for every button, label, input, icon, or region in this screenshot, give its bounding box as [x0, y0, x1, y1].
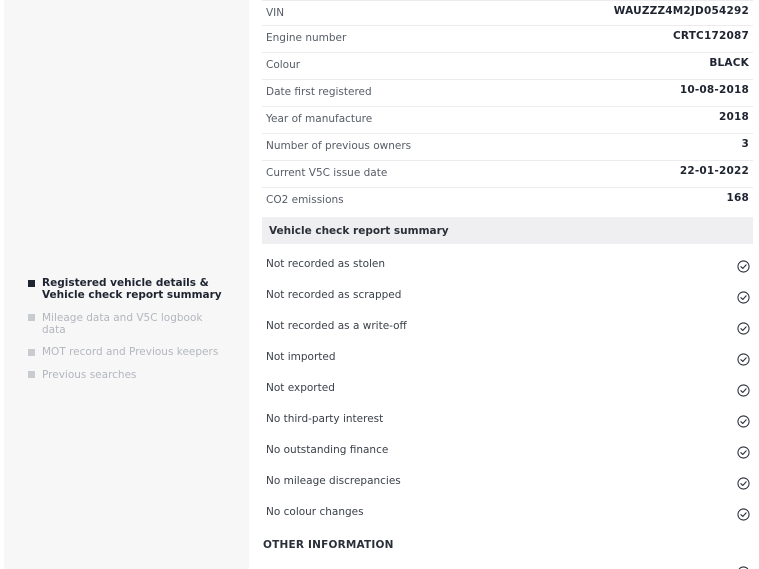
nav-item-mot-record[interactable]	[28, 346, 228, 358]
check-circle-icon	[737, 415, 750, 428]
check-label: Not exported	[266, 382, 335, 394]
check-item-exported	[262, 374, 753, 405]
nav-item-label: Mileage data and V5C logbook data	[42, 311, 203, 336]
square-bullet-icon	[28, 349, 35, 356]
detail-value: 10-08-2018	[679, 84, 749, 96]
detail-label: Colour	[266, 59, 301, 71]
square-bullet-icon	[28, 371, 35, 378]
vehicle-details-table	[262, 0, 753, 215]
detail-value: 3	[741, 138, 749, 150]
detail-value: 22-01-2022	[679, 165, 749, 177]
square-bullet-icon	[28, 314, 35, 321]
detail-label: Year of manufacture	[266, 113, 373, 125]
detail-value: 2018	[718, 111, 749, 123]
detail-row-vin	[262, 0, 753, 26]
nav-item-registered-details[interactable]	[28, 277, 228, 301]
nav-item-label: Registered vehicle details & Vehicle check report summary	[42, 277, 222, 301]
check-label: No mileage discrepancies	[266, 475, 401, 487]
other-information-header: OTHER INFORMATION	[263, 539, 394, 551]
detail-row-year-of-manufacture	[262, 107, 753, 134]
check-label: No outstanding finance	[266, 444, 389, 456]
detail-label: Engine number	[266, 32, 347, 44]
check-item-scrapped	[262, 281, 753, 312]
check-item-mileage-discrepancies	[262, 467, 753, 498]
detail-value: BLACK	[709, 57, 749, 69]
detail-label: Current V5C issue date	[266, 167, 388, 179]
check-circle-icon	[737, 291, 750, 304]
check-label: Not recorded as stolen	[266, 258, 386, 270]
check-label: Not recorded as a write-off	[266, 320, 407, 332]
check-circle-icon	[737, 353, 750, 366]
detail-row-date-first-registered	[262, 80, 753, 107]
detail-label: CO2 emissions	[266, 194, 344, 206]
summary-section-header	[262, 217, 753, 244]
check-item-imported	[262, 343, 753, 374]
check-item-colour-changes	[262, 498, 753, 529]
nav-item-label: Previous searches	[42, 368, 137, 381]
detail-value: CRTC172087	[672, 30, 749, 42]
check-item-stolen	[262, 250, 753, 281]
nav-item-mileage-data[interactable]	[28, 312, 228, 336]
detail-value: 168	[726, 192, 749, 204]
check-label: No third-party interest	[266, 413, 384, 425]
check-circle-icon	[737, 384, 750, 397]
check-label: No colour changes	[266, 506, 364, 518]
check-circle-icon	[737, 508, 750, 521]
partially-visible-row	[262, 560, 753, 569]
nav-item-previous-searches[interactable]	[28, 369, 228, 381]
check-item-outstanding-finance	[262, 436, 753, 467]
check-item-third-party-interest	[262, 405, 753, 436]
detail-row-co2-emissions	[262, 188, 753, 215]
detail-label: Number of previous owners	[266, 140, 412, 152]
nav-item-label: MOT record and Previous keepers	[42, 346, 219, 358]
sidebar	[4, 0, 249, 569]
detail-row-engine-number	[262, 26, 753, 53]
check-list	[262, 250, 753, 529]
check-label: Not imported	[266, 351, 336, 363]
check-circle-icon	[737, 260, 750, 273]
check-item-write-off	[262, 312, 753, 343]
detail-label: Date first registered	[266, 86, 372, 98]
detail-label: VIN	[266, 7, 285, 19]
report-main	[262, 0, 753, 529]
check-label: Not recorded as scrapped	[266, 289, 402, 301]
detail-value: WAUZZZ4M2JD054292	[613, 5, 749, 17]
detail-row-colour	[262, 53, 753, 80]
section-nav	[28, 277, 228, 391]
check-circle-icon	[737, 322, 750, 335]
square-bullet-icon	[28, 280, 35, 287]
summary-title: Vehicle check report summary	[269, 224, 449, 237]
check-circle-icon	[737, 477, 750, 490]
detail-row-v5c-issue-date	[262, 161, 753, 188]
check-circle-icon	[737, 446, 750, 459]
detail-row-previous-owners	[262, 134, 753, 161]
